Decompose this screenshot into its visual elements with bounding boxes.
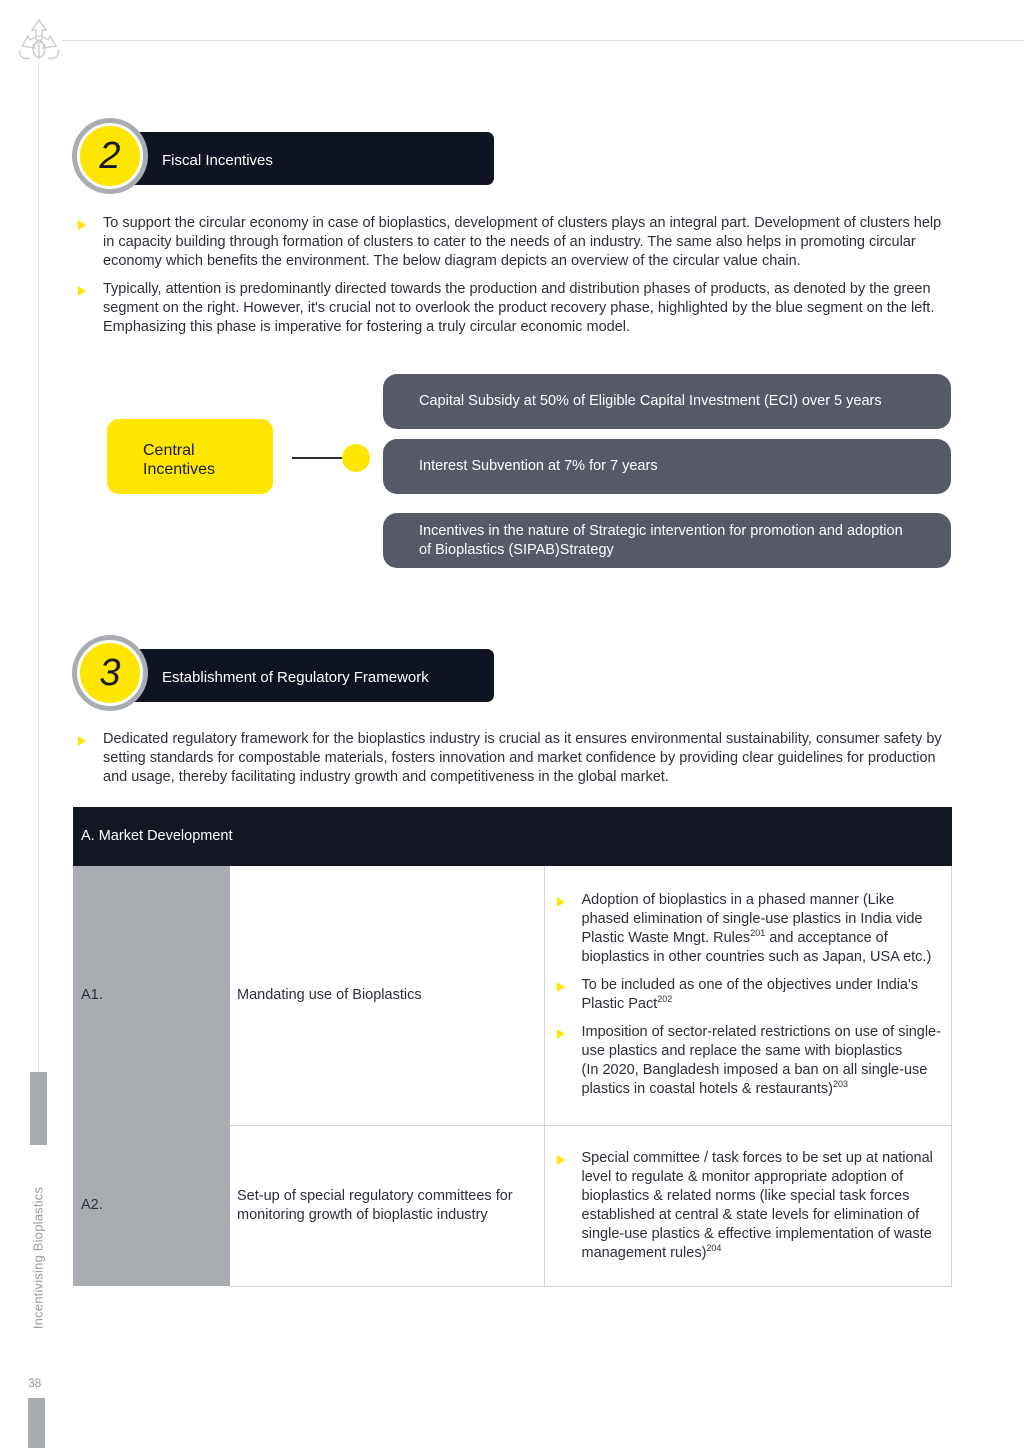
bullet-item (76, 280, 956, 337)
section-number: 3 (77, 640, 143, 706)
detail-bullet (555, 891, 944, 967)
table-row (73, 866, 952, 1125)
section-2-bullets (76, 214, 956, 346)
bullet-arrow-icon (78, 736, 86, 746)
table-row (73, 1125, 952, 1286)
side-document-title: Incentivising Bioplastics (30, 1186, 46, 1330)
section-number: 2 (77, 123, 143, 189)
bullet-arrow-icon (78, 286, 86, 296)
footnote-ref: 201 (750, 928, 766, 939)
incentive-item-capital-subsidy (383, 374, 951, 429)
bullet-text: To support the circular economy in case of bioplastics, development of clusters plays an integral part. Development of clusters help in capacity building through formation of clusters to cater to the needs of an industry. The same also helps in promoting circular economy which benefits the environment. The below diagram depicts an overview of the circular value chain. (103, 215, 942, 269)
side-marker-bottom (28, 1398, 45, 1448)
side-rule (38, 62, 39, 1072)
bullet-arrow-icon (557, 982, 565, 992)
incentive-text: Capital Subsidy at 50% of Eligible Capital Investment (ECI) over 5 years (419, 393, 882, 409)
detail-bullet (555, 1149, 944, 1263)
footnote-ref: 203 (832, 1079, 848, 1090)
detail-text-line2: (In 2020, Bangladesh imposed a ban on all single-use plastics in coastal hotels & restaurants) (581, 1062, 928, 1098)
row-details (544, 866, 952, 1125)
connector-line (292, 457, 344, 459)
row-title: Mandating use of Bioplastics (230, 866, 544, 1125)
bullet-arrow-icon (557, 1155, 565, 1165)
section-title: Fiscal Incentives (162, 152, 273, 169)
top-rule (62, 40, 1024, 41)
section-3-bullets (76, 730, 956, 796)
bullet-item (76, 730, 956, 787)
incentive-item-sipab (383, 513, 951, 568)
incentive-item-interest-subvention (383, 439, 951, 494)
connector-dot (342, 444, 370, 472)
table-header-row (73, 807, 952, 866)
central-label-line2: Incentives (143, 461, 216, 478)
bullet-item (76, 214, 956, 271)
page-number: 38 (28, 1376, 42, 1390)
recycle-leaf-logo-icon (14, 16, 64, 62)
detail-text: Adoption of bioplastics in a phased manner (Like phased elimination of single-use plastics in India vide Plastic Waste Mngt. Rules (581, 892, 923, 947)
row-details (544, 1125, 952, 1286)
section-3-header (72, 635, 494, 713)
regulatory-framework-table (73, 807, 952, 1287)
detail-bullet (555, 1023, 944, 1099)
section-number-badge (72, 118, 148, 194)
central-incentives-box (107, 419, 273, 494)
footnote-ref: 204 (706, 1242, 722, 1253)
row-code: A2. (73, 1125, 230, 1286)
incentive-text: Interest Subvention at 7% for 7 years (419, 458, 658, 474)
row-code: A1. (73, 866, 230, 1125)
section-2-header (72, 118, 494, 196)
bullet-arrow-icon (78, 220, 86, 230)
detail-text-after: and acceptance of bioplastics in other countries such as Japan, USA etc.) (581, 930, 932, 966)
side-marker (30, 1072, 47, 1145)
table-header: A. Market Development (73, 807, 952, 866)
bullet-text: Dedicated regulatory framework for the bioplastics industry is crucial as it ensures environmental sustainability, consumer safety by setting standards for compostable materials, fosters innovation and market confidence by providing clear guidelines for production and usage, thereby facilitating industry growth and competitiveness in the global market. (103, 731, 942, 785)
incentive-text: Incentives in the nature of Strategic intervention for promotion and adoption of Bioplastics (SIPAB)Strategy (419, 522, 903, 558)
bullet-arrow-icon (557, 897, 565, 907)
bullet-arrow-icon (557, 1029, 565, 1039)
detail-text: Special committee / task forces to be set up at national level to regulate & monitor appropriate adoption of bioplastics & related norms (like special task forces established at central & state levels for elimination of single-use plastics & effective implementation of waste management rules) (581, 1149, 933, 1261)
detail-text: To be included as one of the objectives under India's Plastic Pact (581, 977, 918, 1013)
footnote-ref: 202 (657, 994, 673, 1005)
row-title: Set-up of special regulatory committees for monitoring growth of bioplastic industry (230, 1125, 544, 1286)
detail-bullet (555, 976, 944, 1014)
detail-text: Imposition of sector-related restrictions on use of single-use plastics and replace the same with bioplastics (581, 1024, 941, 1060)
section-title: Establishment of Regulatory Framework (162, 669, 429, 686)
central-label-line1: Central (143, 442, 195, 459)
bullet-text: Typically, attention is predominantly directed towards the production and distribution phases of products, as denoted by the green segment on the right. However, it's crucial not to overlook the product recovery phase, highlighted by the blue segment on the left. Emphasizing this phase is imperative for fostering a truly circular economic model. (103, 281, 935, 335)
section-number-badge (72, 635, 148, 711)
